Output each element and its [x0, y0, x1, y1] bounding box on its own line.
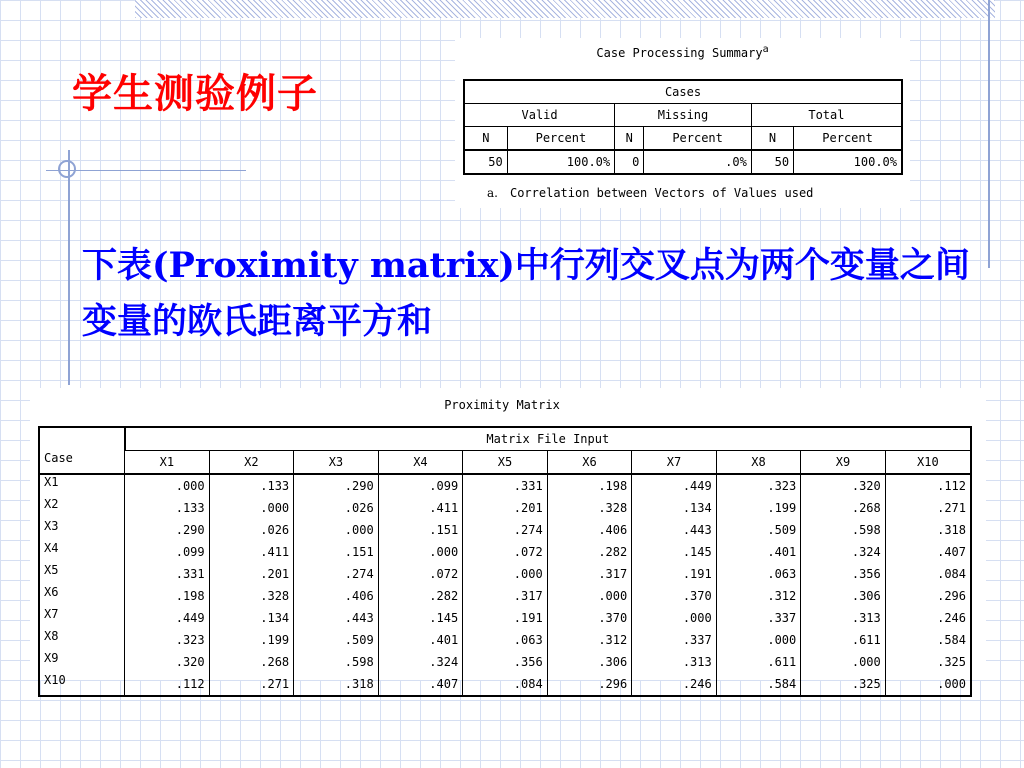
matrix-cell: .026 [209, 519, 294, 541]
case-summary-title [455, 44, 910, 60]
case-header: Case [39, 451, 125, 475]
decorative-vertical-rule [988, 0, 990, 268]
matrix-spanner: Matrix File Input [125, 427, 971, 451]
matrix-cell: .268 [801, 497, 886, 519]
table-row [39, 673, 971, 696]
matrix-cell: .134 [632, 497, 717, 519]
matrix-cell: .000 [801, 651, 886, 673]
matrix-cell: .313 [632, 651, 717, 673]
matrix-cell: .112 [125, 673, 210, 696]
column-header: X8 [716, 451, 801, 475]
matrix-cell: .246 [885, 607, 971, 629]
matrix-cell: .000 [632, 607, 717, 629]
matrix-cell: .611 [801, 629, 886, 651]
matrix-cell: .145 [378, 607, 463, 629]
matrix-cell: .199 [716, 497, 801, 519]
sub-header: N [751, 127, 793, 151]
matrix-cell: .411 [209, 541, 294, 563]
matrix-cell: .406 [294, 585, 379, 607]
matrix-cell: .320 [801, 474, 886, 497]
footnote-marker: a. [487, 186, 498, 200]
matrix-cell: .290 [125, 519, 210, 541]
matrix-cell: .584 [885, 629, 971, 651]
matrix-cell: .026 [294, 497, 379, 519]
matrix-cell: .084 [885, 563, 971, 585]
matrix-cell: .000 [885, 673, 971, 696]
matrix-cell: .296 [885, 585, 971, 607]
matrix-cell: .317 [463, 585, 548, 607]
matrix-cell: .271 [209, 673, 294, 696]
row-label: X3 [39, 519, 125, 541]
column-header-row [39, 451, 971, 475]
matrix-cell: .306 [547, 651, 632, 673]
corner-cell [39, 427, 125, 451]
matrix-cell: .320 [125, 651, 210, 673]
column-header: X3 [294, 451, 379, 475]
table-row [39, 585, 971, 607]
group-header-missing: Missing [615, 104, 752, 127]
row-label: X1 [39, 474, 125, 497]
sub-header: Percent [507, 127, 614, 151]
matrix-cell: .134 [209, 607, 294, 629]
matrix-body [39, 474, 971, 696]
sub-header: N [464, 127, 507, 151]
summary-value: 50 [751, 150, 793, 174]
case-summary-footnote [487, 186, 813, 200]
table-row [39, 563, 971, 585]
sub-header: Percent [644, 127, 751, 151]
table-row [39, 541, 971, 563]
proximity-matrix-table [38, 426, 972, 697]
table-row [39, 474, 971, 497]
matrix-cell: .323 [125, 629, 210, 651]
matrix-cell: .313 [801, 607, 886, 629]
column-header: X6 [547, 451, 632, 475]
matrix-cell: .331 [463, 474, 548, 497]
matrix-cell: .133 [125, 497, 210, 519]
matrix-cell: .268 [209, 651, 294, 673]
group-header-valid: Valid [464, 104, 615, 127]
matrix-cell: .337 [716, 607, 801, 629]
matrix-cell: .407 [885, 541, 971, 563]
column-header: X2 [209, 451, 294, 475]
matrix-cell: .000 [547, 585, 632, 607]
cases-header: Cases [464, 80, 902, 104]
sub-header: Percent [794, 127, 902, 151]
matrix-cell: .443 [632, 519, 717, 541]
matrix-cell: .406 [547, 519, 632, 541]
matrix-cell: .509 [294, 629, 379, 651]
matrix-cell: .201 [209, 563, 294, 585]
matrix-cell: .318 [294, 673, 379, 696]
matrix-cell: .274 [294, 563, 379, 585]
summary-value: 100.0% [507, 150, 614, 174]
matrix-cell: .325 [801, 673, 886, 696]
matrix-cell: .099 [125, 541, 210, 563]
matrix-cell: .509 [716, 519, 801, 541]
matrix-cell: .199 [209, 629, 294, 651]
matrix-cell: .312 [716, 585, 801, 607]
matrix-cell: .151 [378, 519, 463, 541]
matrix-cell: .325 [885, 651, 971, 673]
table-row [39, 651, 971, 673]
matrix-cell: .337 [632, 629, 717, 651]
matrix-cell: .611 [716, 651, 801, 673]
matrix-cell: .099 [378, 474, 463, 497]
sub-header: N [615, 127, 644, 151]
row-label: X8 [39, 629, 125, 651]
matrix-cell: .198 [125, 585, 210, 607]
slide-body-text: 下表(Proximity matrix)中行列交叉点为两个变量之间变量的欧氏距离平方和 [82, 245, 970, 342]
matrix-cell: .598 [801, 519, 886, 541]
matrix-cell: .584 [716, 673, 801, 696]
matrix-cell: .282 [378, 585, 463, 607]
column-header: X7 [632, 451, 717, 475]
matrix-cell: .151 [294, 541, 379, 563]
matrix-cell: .449 [125, 607, 210, 629]
summary-value: 0 [615, 150, 644, 174]
summary-value: .0% [644, 150, 751, 174]
matrix-cell: .000 [378, 541, 463, 563]
matrix-cell: .411 [378, 497, 463, 519]
matrix-cell: .201 [463, 497, 548, 519]
row-label: X2 [39, 497, 125, 519]
matrix-cell: .084 [463, 673, 548, 696]
footnote-text: Correlation between Vectors of Values used [509, 186, 814, 200]
matrix-cell: .246 [632, 673, 717, 696]
summary-value: 50 [464, 150, 507, 174]
column-header: X5 [463, 451, 548, 475]
matrix-cell: .356 [463, 651, 548, 673]
matrix-cell: .331 [125, 563, 210, 585]
matrix-cell: .323 [716, 474, 801, 497]
matrix-cell: .290 [294, 474, 379, 497]
column-header: X4 [378, 451, 463, 475]
matrix-cell: .598 [294, 651, 379, 673]
case-summary-title-text: Case Processing Summary [596, 46, 763, 60]
group-header-total: Total [751, 104, 902, 127]
row-label: X6 [39, 585, 125, 607]
case-summary-table [463, 79, 903, 175]
matrix-cell: .296 [547, 673, 632, 696]
matrix-cell: .198 [547, 474, 632, 497]
matrix-cell: .000 [209, 497, 294, 519]
matrix-cell: .317 [547, 563, 632, 585]
matrix-cell: .407 [378, 673, 463, 696]
matrix-cell: .449 [632, 474, 717, 497]
matrix-cell: .000 [463, 563, 548, 585]
matrix-cell: .191 [463, 607, 548, 629]
row-label: X10 [39, 673, 125, 696]
matrix-cell: .318 [885, 519, 971, 541]
matrix-cell: .063 [716, 563, 801, 585]
column-header: X9 [801, 451, 886, 475]
case-summary-superscript: a [762, 44, 769, 55]
matrix-cell: .072 [378, 563, 463, 585]
matrix-cell: .072 [463, 541, 548, 563]
matrix-cell: .274 [463, 519, 548, 541]
matrix-cell: .328 [547, 497, 632, 519]
matrix-cell: .356 [801, 563, 886, 585]
column-header: X10 [885, 451, 971, 475]
table-row [39, 519, 971, 541]
matrix-cell: .401 [716, 541, 801, 563]
matrix-cell: .112 [885, 474, 971, 497]
matrix-cell: .328 [209, 585, 294, 607]
matrix-cell: .370 [632, 585, 717, 607]
slide-title: 学生测验例子 [72, 71, 318, 117]
row-label: X4 [39, 541, 125, 563]
matrix-cell: .063 [463, 629, 548, 651]
matrix-cell: .191 [632, 563, 717, 585]
row-label: X9 [39, 651, 125, 673]
matrix-cell: .271 [885, 497, 971, 519]
proximity-matrix-title: Proximity Matrix [444, 398, 560, 412]
matrix-cell: .133 [209, 474, 294, 497]
column-header: X1 [125, 451, 210, 475]
row-label: X5 [39, 563, 125, 585]
matrix-cell: .401 [378, 629, 463, 651]
decorative-left-rule [68, 150, 70, 385]
matrix-cell: .370 [547, 607, 632, 629]
row-label: X7 [39, 607, 125, 629]
matrix-cell: .000 [125, 474, 210, 497]
matrix-cell: .000 [716, 629, 801, 651]
proximity-matrix [30, 388, 986, 691]
matrix-cell: .324 [801, 541, 886, 563]
matrix-cell: .282 [547, 541, 632, 563]
table-row [39, 497, 971, 519]
matrix-cell: .443 [294, 607, 379, 629]
matrix-cell: .306 [801, 585, 886, 607]
case-processing-summary [455, 38, 910, 208]
matrix-cell: .312 [547, 629, 632, 651]
matrix-cell: .000 [294, 519, 379, 541]
matrix-cell: .145 [632, 541, 717, 563]
decorative-circle [58, 160, 76, 178]
summary-value: 100.0% [794, 150, 902, 174]
decorative-horizontal-rule [46, 170, 246, 171]
decorative-hatch-band [135, 0, 995, 18]
matrix-cell: .324 [378, 651, 463, 673]
table-row [39, 607, 971, 629]
table-row [39, 629, 971, 651]
